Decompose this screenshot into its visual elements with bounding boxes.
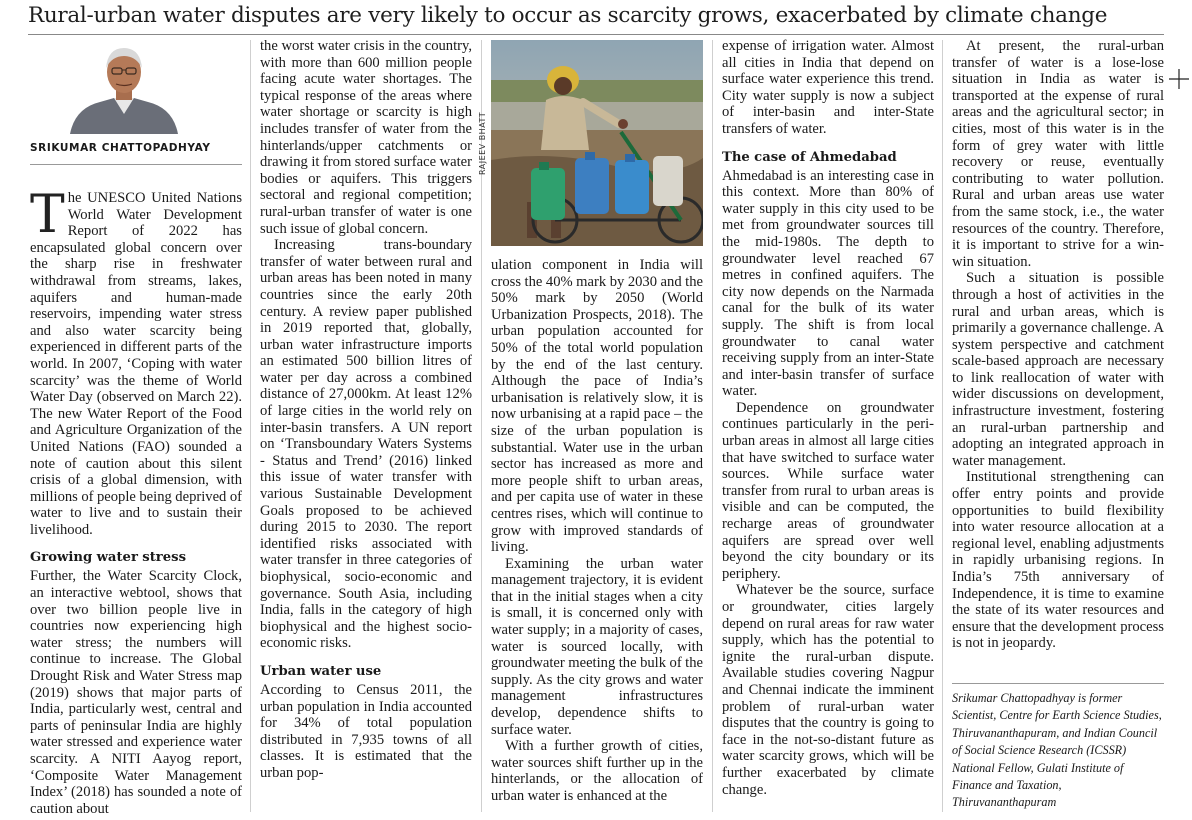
- subhead-urban-water-use: Urban water use: [260, 663, 382, 679]
- article-column-2: [260, 38, 472, 782]
- paragraph: Dependence on groundwater continues particularly in the peri-urban areas in almost all large cities that have switched to surface water sources. While surface water transfer from rural to urban areas is visible and can be computed, the recharge areas of groundwater aquifers are spread over well beyond the city boundary or its periphery.: [722, 399, 934, 582]
- headline-divider: [28, 34, 1164, 35]
- paragraph: Further, the Water Scarcity Clock, an interactive webtool, shows that over two billion people live in countries now experiencing high water stress; the numbers will continue to increase. The Global Drought Risk and Water Stress map (2019) shows that major parts of India, particularly west, central and parts of peninsular India are highly water stressed and experience water scarcity. A NITI Aayog report, ‘Composite Water Management Index’ (2018) has sounded a note of caution about: [30, 568, 242, 817]
- author-portrait: [30, 42, 218, 134]
- column-divider: [942, 40, 943, 812]
- paragraph: Institutional strengthening can offer entry points and provide opportunities to build flexibility into water resource allocation at a regional level, enabling adjustments in rapidly urbanising regions. In India’s 75th anniversary of Independence, it is time to examine the state of its water resources and ensure that the development process is not in jeopardy.: [952, 469, 1164, 652]
- author-bio: Srikumar Chattopadhyay is former Scientist, Centre for Earth Science Studies, Thiruvananthapuram, and Indian Council of Social Science Research (ICSSR) National Fellow, Gulati Institute of Finance and Taxation, Thiruvananthapuram: [952, 691, 1162, 810]
- crosshair-cursor-icon: [1168, 68, 1190, 90]
- water-cans-photo: [491, 40, 703, 246]
- column-divider: [250, 40, 251, 812]
- subhead-growing-water-stress: Growing water stress: [30, 550, 186, 566]
- paragraph: Increasing trans-boundary transfer of water between rural and urban areas has been noted in many countries since the early 20th century. A review paper published in 2019 reported that, globally, urban water infrastructure imports an estimated 500 billion litres of water per day across a combined distance of 27,000km. At least 12% of large cities in the world rely on inter-basin transfers. A UN report on ‘Transboundary Waters Systems - Status and Trend’ (2016) linked this issue of water transfer with various Sustainable Development Goals proposed to be achieved during 2015 to 2030. The report identified risks associated with water transfer in three categories of biophysical, socio-economic and governance. South Asia, including India, falls in the category of high biophysical and the highest socio-economic risks.: [260, 237, 472, 652]
- intro-paragraph: The UNESCO United Nations World Water Development Report of 2022 has encapsulated global concern over the sharp rise in freshwater withdrawal from streams, lakes, aquifers and human-made reservoirs, impending water stress and also water scarcity being experienced in different parts of the world. In 2007, ‘Coping with water scarcity’ was the theme of World Water Day (observed on March 22). The new Water Report of the Food and Agriculture Organization of the United Nations (FAO) sounded a note of caution about this silent crisis of a global dimension, with millions of people being deprived of water to live and to sustain their livelihood.: [30, 185, 242, 538]
- photo-credit: RAJEEV BHATT: [478, 111, 487, 175]
- article-column-5: [952, 38, 1164, 652]
- article-column-3: [491, 257, 703, 805]
- paragraph: the worst water crisis in the country, with more than 600 million people facing acute water shortages. The typical response of the areas where water shortage or scarcity is high includes transfer of water from the hinterlands/upper catchments or drawing it from stored surface water bodies or aquifers. This triggers sectoral and regional competition; rural-urban transfer of water is one such issue of global concern.: [260, 38, 472, 237]
- paragraph: With a further growth of cities, water sources shift further up in the hinterlands, or the allocation of urban water is enhanced at the: [491, 738, 703, 804]
- headline: Rural-urban water disputes are very likely to occur as scarcity grows, exacerbated by climate change: [28, 3, 1108, 28]
- paragraph: Examining the urban water management trajectory, it is evident that in the initial stages when a city is small, it is concerned only with water supply; in a majority of cases, water is sourced locally, with groundwater meeting the bulk of the supply. As the city grows and water management infrastructures develop, dependence shifts to surface water.: [491, 555, 703, 738]
- byline: SRIKUMAR CHATTOPADHYAY: [30, 142, 211, 154]
- paragraph: ulation component in India will cross the 40% mark by 2030 and the 50% mark by 2050 (World Urbanization Prospects, 2018). The urban population accounted for 50% of the total world population by the end of the last century. Although the pace of India’s urbanisation is relatively slow, it is now urbanising at a rapid pace – the size of the urban population is substantial. Water use in the urban sector has increased as more and more people shift to urban areas, and per capita use of water in these centres rises, which will continue to grow with improved standards of living.: [491, 257, 703, 556]
- drop-cap: T: [30, 185, 65, 245]
- bio-divider: [952, 683, 1164, 684]
- paragraph: Such a situation is possible through a host of activities in the rural and urban areas, which is primarily a governance challenge. A system perspective and catchment scale-based approach are necessary to link reallocation of water with wider discussions on development, infrastructure investment, fostering an rural-urban partnership and adopting an integrated approach in water management.: [952, 270, 1164, 469]
- paragraph: Ahmedabad is an interesting case in this context. More than 80% of water supply in this city used to be met from groundwater sources till the mid-1980s. The depth to groundwater level reached 67 metres in confined aquifers. The city now depends on the Narmada canal for the bulk of its water supply. The shift is from local groundwater to canal water receiving supply from an inter-State and inter-basin transfer of surface water.: [722, 167, 934, 400]
- paragraph: expense of irrigation water. Almost all cities in India that depend on surface water experience this trend. City water supply is now a subject of inter-basin and inter-State transfers of water.: [722, 38, 934, 137]
- paragraph: At present, the rural-urban transfer of water is a lose-lose situation in India as water is transported at the expense of rural areas and the agricultural sector; in cities, most of this water is in the form of grey water with little recovery or reuse, eventually contributing to water pollution. Rural and urban areas use water from the same stock, i.e., the water resources of the country. Therefore, it is important to strive for a win-win situation.: [952, 38, 1164, 270]
- paragraph: According to Census 2011, the urban population in India accounted for 34% of total population distributed in 7,935 towns of all classes. It is estimated that the urban pop-: [260, 681, 472, 781]
- byline-divider: [30, 164, 242, 165]
- article-column-1: [30, 185, 242, 817]
- paragraph: Whatever be the source, surface or groundwater, cities largely depend on rural areas for raw water supply, which has the potential to ignite the rural-urban dispute. Available studies covering Nagpur and Chennai indicate the imminent problem of rural-urban water disputes that the country is going to face in the not-so-distant future as water scarcity grows, which will be further exacerbated by climate change.: [722, 582, 934, 798]
- column-divider: [712, 40, 713, 812]
- subhead-case-of-ahmedabad: The case of Ahmedabad: [722, 149, 897, 165]
- article-column-4: [722, 38, 934, 798]
